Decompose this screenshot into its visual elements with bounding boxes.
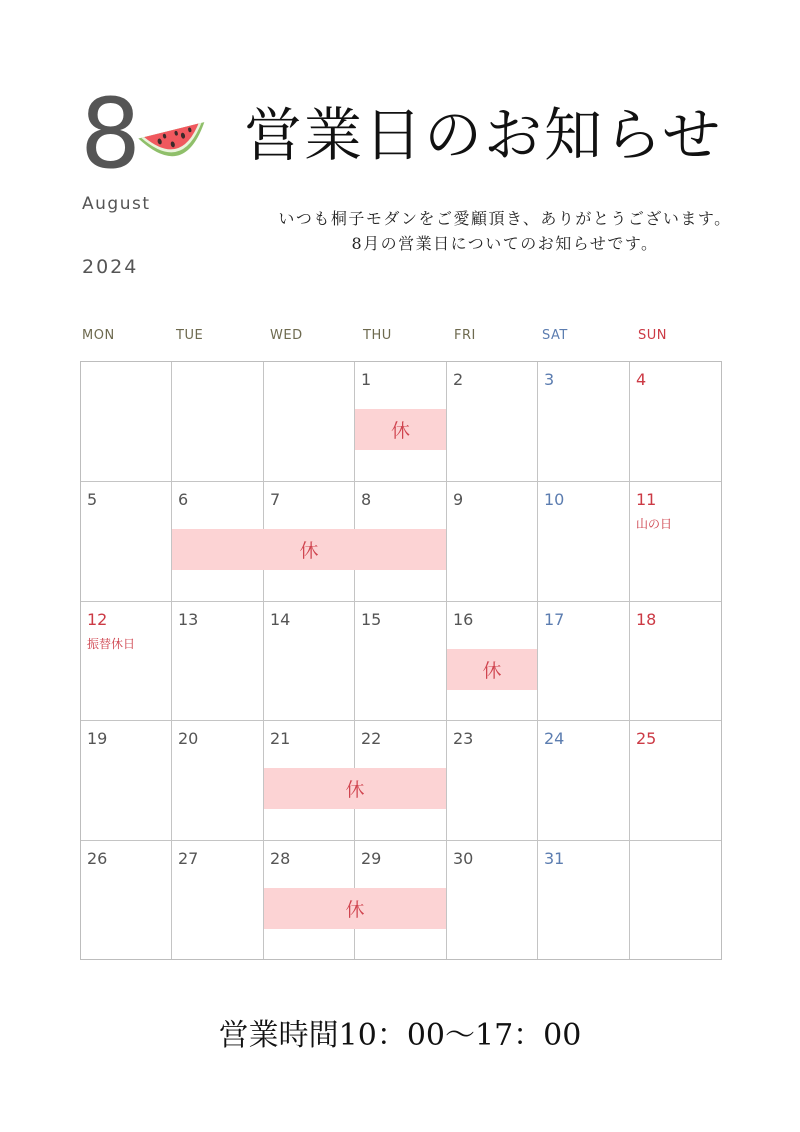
day-number: 9 — [453, 490, 464, 509]
day-number: 6 — [178, 490, 189, 509]
closed-day-marker: 休 — [264, 768, 446, 809]
grid-row-divider — [81, 601, 721, 602]
day-number: 28 — [270, 849, 291, 868]
day-number: 17 — [544, 610, 565, 629]
day-number: 2 — [453, 370, 464, 389]
day-number: 30 — [453, 849, 474, 868]
day-number: 26 — [87, 849, 108, 868]
intro-line-1: いつも桐子モダンをご愛顧頂き、ありがとうございます。 — [278, 209, 732, 228]
day-number: 12 — [87, 610, 108, 629]
grid-row-divider — [81, 720, 721, 721]
day-number: 15 — [361, 610, 382, 629]
intro-line-2: 8月の営業日についてのお知らせです。 — [351, 234, 659, 253]
day-number: 13 — [178, 610, 199, 629]
page-title: 営業日のお知らせ — [244, 101, 723, 169]
grid-column-divider — [263, 362, 264, 959]
day-number: 5 — [87, 490, 98, 509]
day-number: 10 — [544, 490, 565, 509]
day-number: 3 — [544, 370, 555, 389]
intro-message — [200, 206, 800, 256]
weekday-fri: FRI — [454, 328, 476, 343]
watermelon-icon — [136, 110, 212, 172]
day-number: 21 — [270, 729, 291, 748]
calendar-grid — [80, 361, 722, 960]
weekday-sat: SAT — [542, 328, 568, 343]
grid-row-divider — [81, 481, 721, 482]
month-number: 8 — [80, 78, 142, 190]
day-number: 18 — [636, 610, 657, 629]
weekday-sun: SUN — [638, 328, 667, 343]
closed-day-marker: 休 — [355, 409, 446, 450]
grid-row-divider — [81, 840, 721, 841]
closed-day-marker: 休 — [447, 649, 537, 690]
day-number: 1 — [361, 370, 372, 389]
weekday-thu: THU — [363, 328, 392, 343]
weekday-mon: MON — [82, 328, 115, 343]
grid-column-divider — [354, 362, 355, 959]
day-number: 4 — [636, 370, 647, 389]
closed-day-marker: 休 — [172, 529, 446, 570]
weekday-header — [80, 328, 722, 350]
grid-column-divider — [171, 362, 172, 959]
month-name: August — [82, 194, 151, 214]
day-number: 20 — [178, 729, 199, 748]
day-number: 25 — [636, 729, 657, 748]
day-number: 27 — [178, 849, 199, 868]
grid-column-divider — [537, 362, 538, 959]
day-number: 31 — [544, 849, 565, 868]
weekday-wed: WED — [270, 328, 303, 343]
business-hours: 営業時間10：00～17：00 — [218, 1018, 582, 1053]
day-number: 11 — [636, 490, 657, 509]
day-number: 8 — [361, 490, 372, 509]
weekday-tue: TUE — [176, 328, 204, 343]
grid-column-divider — [629, 362, 630, 959]
day-number: 14 — [270, 610, 291, 629]
holiday-name: 山の日 — [636, 517, 673, 531]
day-number: 7 — [270, 490, 281, 509]
holiday-name: 振替休日 — [87, 637, 136, 651]
day-number: 23 — [453, 729, 474, 748]
year: 2024 — [82, 256, 139, 278]
day-number: 29 — [361, 849, 382, 868]
day-number: 19 — [87, 729, 108, 748]
closed-day-marker: 休 — [264, 888, 446, 929]
day-number: 24 — [544, 729, 565, 748]
day-number: 22 — [361, 729, 382, 748]
day-number: 16 — [453, 610, 474, 629]
